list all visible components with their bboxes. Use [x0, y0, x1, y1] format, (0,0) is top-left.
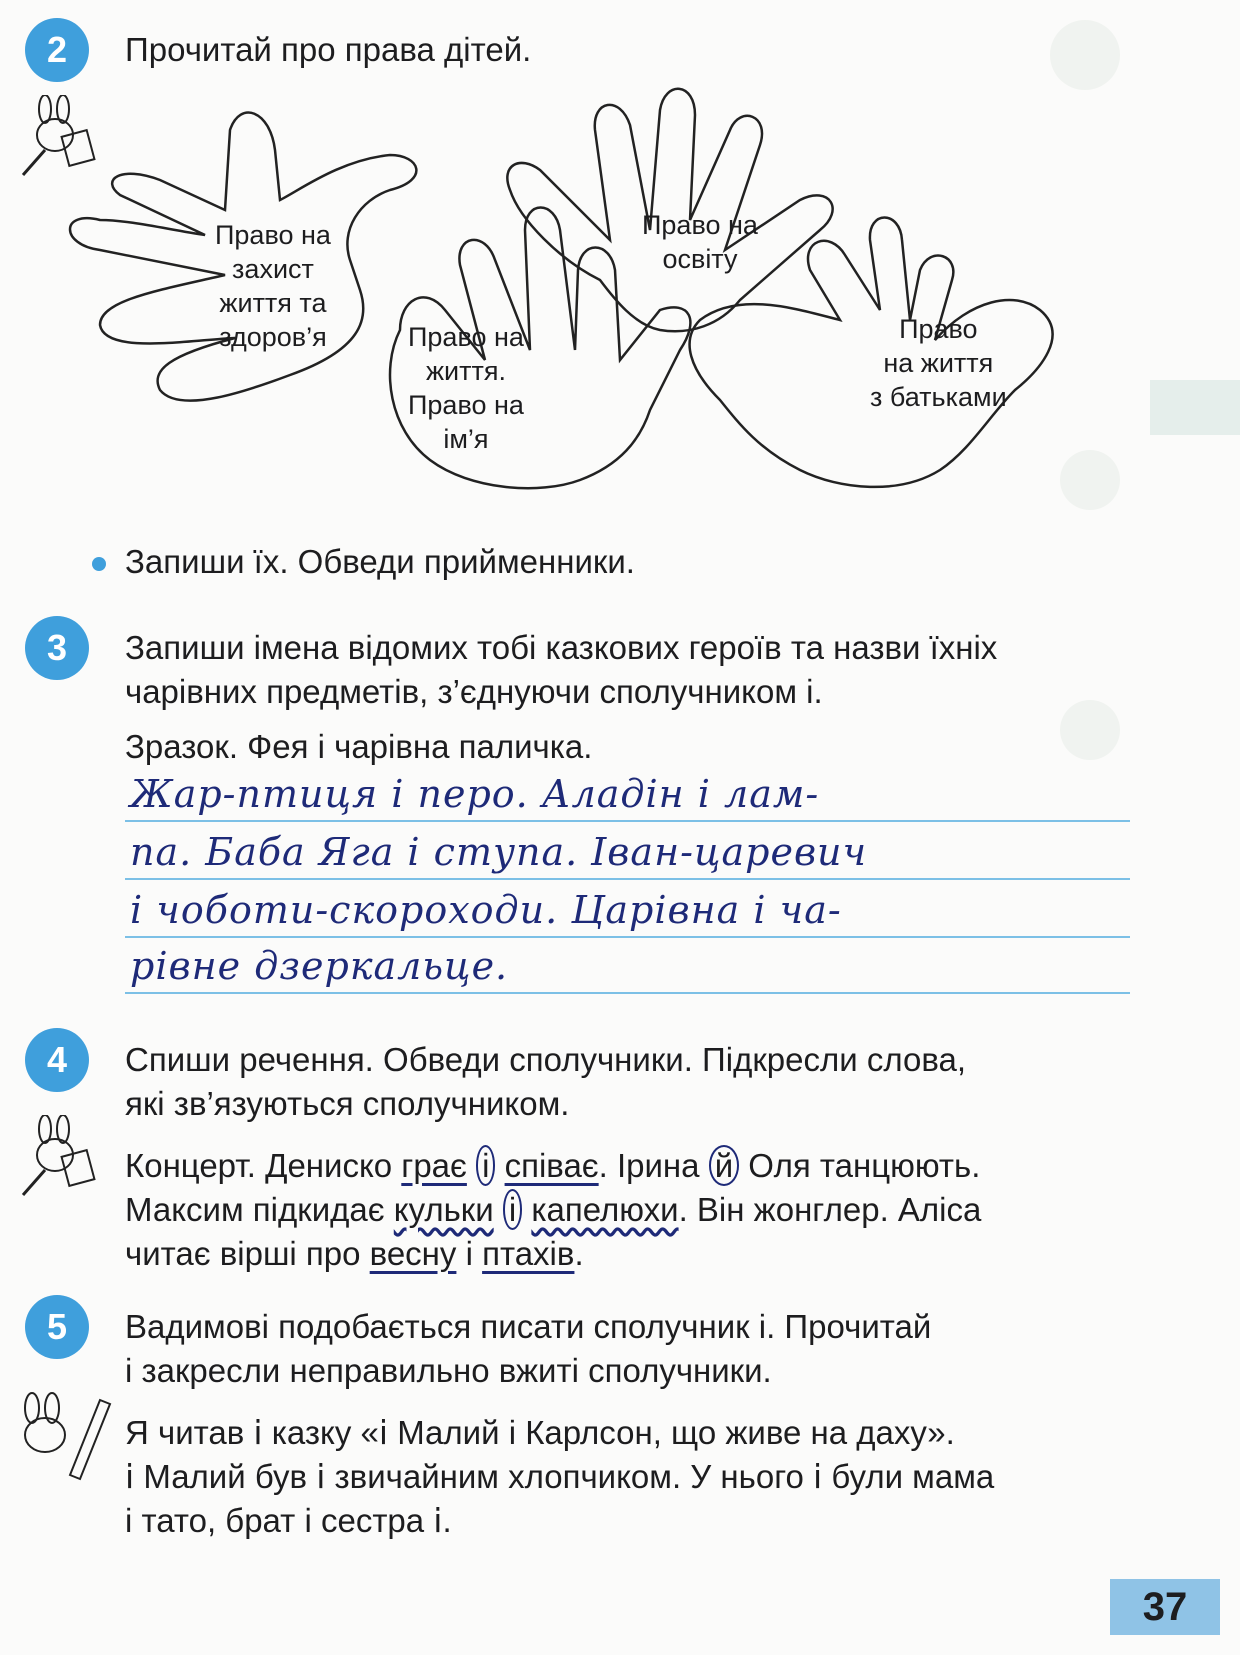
page-number: 37: [1110, 1579, 1220, 1635]
hand-label-center: Право на життя. Право на ім’я: [408, 322, 524, 454]
handwriting-line-4: рівне дзеркальце.: [130, 944, 509, 988]
bunny-pencil-icon: [10, 1380, 115, 1485]
bullet-dot: [92, 557, 106, 571]
task-5-text-line-3: і тато, брат і сестра ⅰ.: [125, 1502, 452, 1539]
task-4-sentence-3: читає вірші про весну і птахів.: [125, 1235, 584, 1272]
task-5-line-2: і закресли неправильно вжиті сполучники.: [125, 1352, 772, 1389]
hand-label-right: Право на життя з батьками: [870, 314, 1007, 412]
task-4-sentence-2: Максим підкидає кульки і капелюхи. Він жонглер. Аліса: [125, 1191, 982, 1228]
task-2-prompt: Прочитай про права дітей.: [125, 31, 532, 68]
handwriting-line-3: і чоботи-скороходи. Царівна і ча-: [130, 888, 842, 932]
hands-illustration: [40, 70, 1160, 540]
task-5-text-line-1: Я читав ⅰ казку «ⅰ Малий і Карлсон, що живе на даху».: [125, 1414, 955, 1451]
task-number-2: 2: [25, 18, 89, 82]
task-3-line-1: Запиши імена відомих тобі казкових героїв та назви їхніх: [125, 629, 998, 666]
task-4-sentence-1: Концерт. Дениско грає і співає. Ірина й Оля танцюють.: [125, 1147, 981, 1184]
task-4-line-2: які зв’язуються сполучником.: [125, 1085, 570, 1122]
handwriting-line-1: Жар-птиця і перо. Аладін і лам-: [130, 772, 820, 816]
task-2-instruction: Запиши їх. Обведи прийменники.: [125, 543, 635, 580]
task-number-4: 4: [25, 1028, 89, 1092]
handwriting-line-2: па. Баба Яга і ступа. Іван-царевич: [130, 830, 868, 874]
task-5-text-line-2: ⅰ Малий був ⅰ звичайним хлопчиком. У нього ⅰ були мама: [125, 1458, 995, 1495]
task-3-sample: Зразок. Фея і чарівна паличка.: [125, 728, 593, 765]
task-5-line-1: Вадимові подобається писати сполучник і. Прочитай: [125, 1308, 932, 1345]
hand-label-top: Право на освіту: [642, 210, 758, 274]
task-3-line-2: чарівних предметів, з’єднуючи сполучником і.: [125, 673, 823, 710]
task-number-3: 3: [25, 616, 89, 680]
bunny-reading-icon-2: [15, 1115, 105, 1205]
hand-label-left: Право на захист життя та здоров’я: [215, 220, 331, 352]
task-number-5: 5: [25, 1295, 89, 1359]
task-4-line-1: Спиши речення. Обведи сполучники. Підкресли слова,: [125, 1041, 967, 1078]
